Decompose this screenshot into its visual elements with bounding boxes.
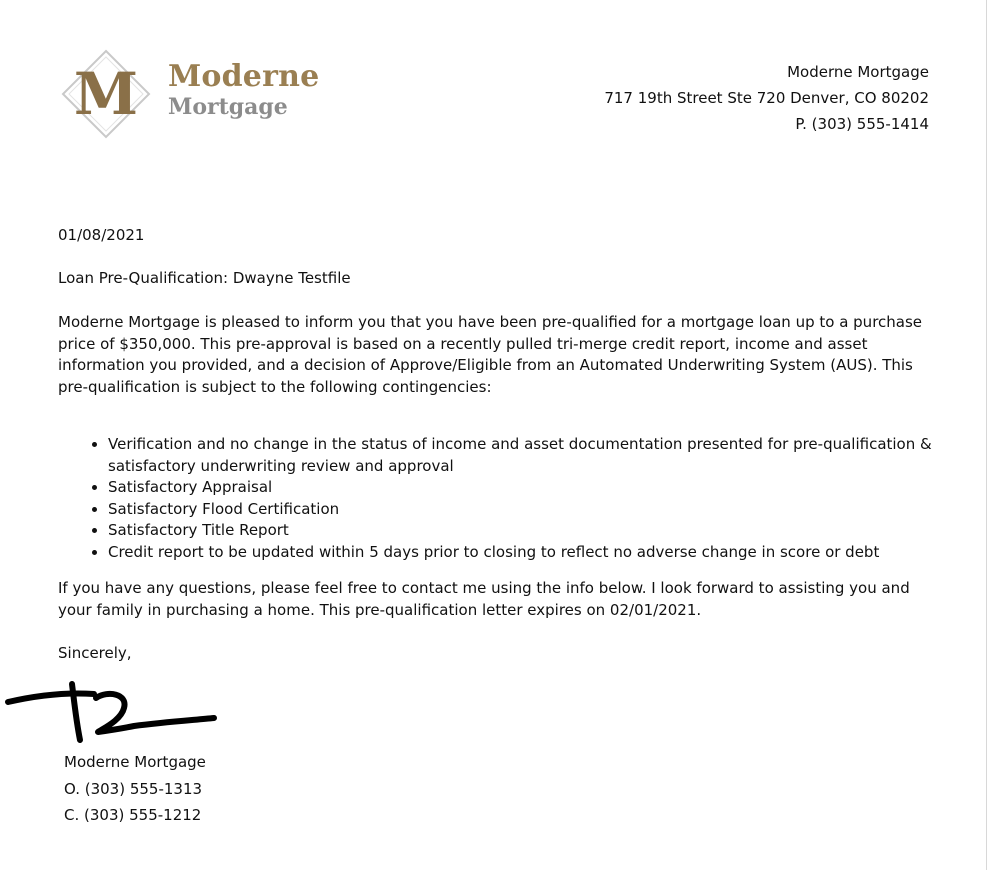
contingency-list — [70, 434, 978, 563]
page-edge — [986, 0, 993, 870]
contingency-item: • Satisfactory Appraisal — [108, 477, 978, 499]
signature-cell-phone: C. (303) 555-1212 — [64, 806, 202, 824]
signature-company: Moderne Mortgage — [64, 753, 206, 771]
signature-office-phone: O. (303) 555-1313 — [64, 779, 203, 798]
company-logo — [60, 48, 320, 140]
letter-subject: Loan Pre-Qualification: Dwayne Testfile — [58, 269, 351, 287]
logo-word-moderne: Moderne — [168, 59, 320, 94]
signature-block — [64, 749, 206, 829]
closing-paragraph: If you have any questions, please feel free to contact me using the info below. I look forward to assisting you and your family in purchasing a home. This pre-qualification letter expires on 02/01/2021. — [58, 579, 910, 619]
contingency-item: • Satisfactory Title Report — [108, 520, 978, 542]
logo-wordmark — [168, 59, 320, 120]
contingency-item: • Satisfactory Flood Certification — [108, 499, 978, 521]
letterhead-address: 717 19th Street Ste 720 Denver, CO 80202 — [604, 89, 929, 107]
salutation: Sincerely, — [58, 644, 132, 662]
handwritten-signature — [4, 676, 224, 748]
letter-body-paragraph: Moderne Mortgage is pleased to inform you that you have been pre-qualified for a mortgage loan up to a purchase price of $350,000. This pre-approval is based on a recently pulled tri-merge credit report, income and asset information you provided, and a decision of Approve/Eligible from an Automated Underwriting System (AUS). This pre-qualification is subject to the following contingencies: — [58, 313, 923, 396]
letterhead-phone: P. (303) 555-1414 — [795, 115, 929, 133]
letter-date: 01/08/2021 — [58, 226, 145, 244]
logo-word-mortgage: Mortgage — [168, 94, 288, 120]
contingency-item: • Credit report to be updated within 5 days prior to closing to reflect no adverse change in score or debt — [108, 542, 978, 564]
contingency-item: • Verification and no change in the status of income and asset documentation presented for pre-qualification & satisfactory underwriting review and approval — [108, 434, 978, 477]
letterhead-company: Moderne Mortgage — [787, 63, 929, 81]
logo-diamond-mark — [60, 48, 152, 140]
logo-monogram: M — [73, 60, 139, 128]
letterhead-contact — [604, 59, 929, 137]
